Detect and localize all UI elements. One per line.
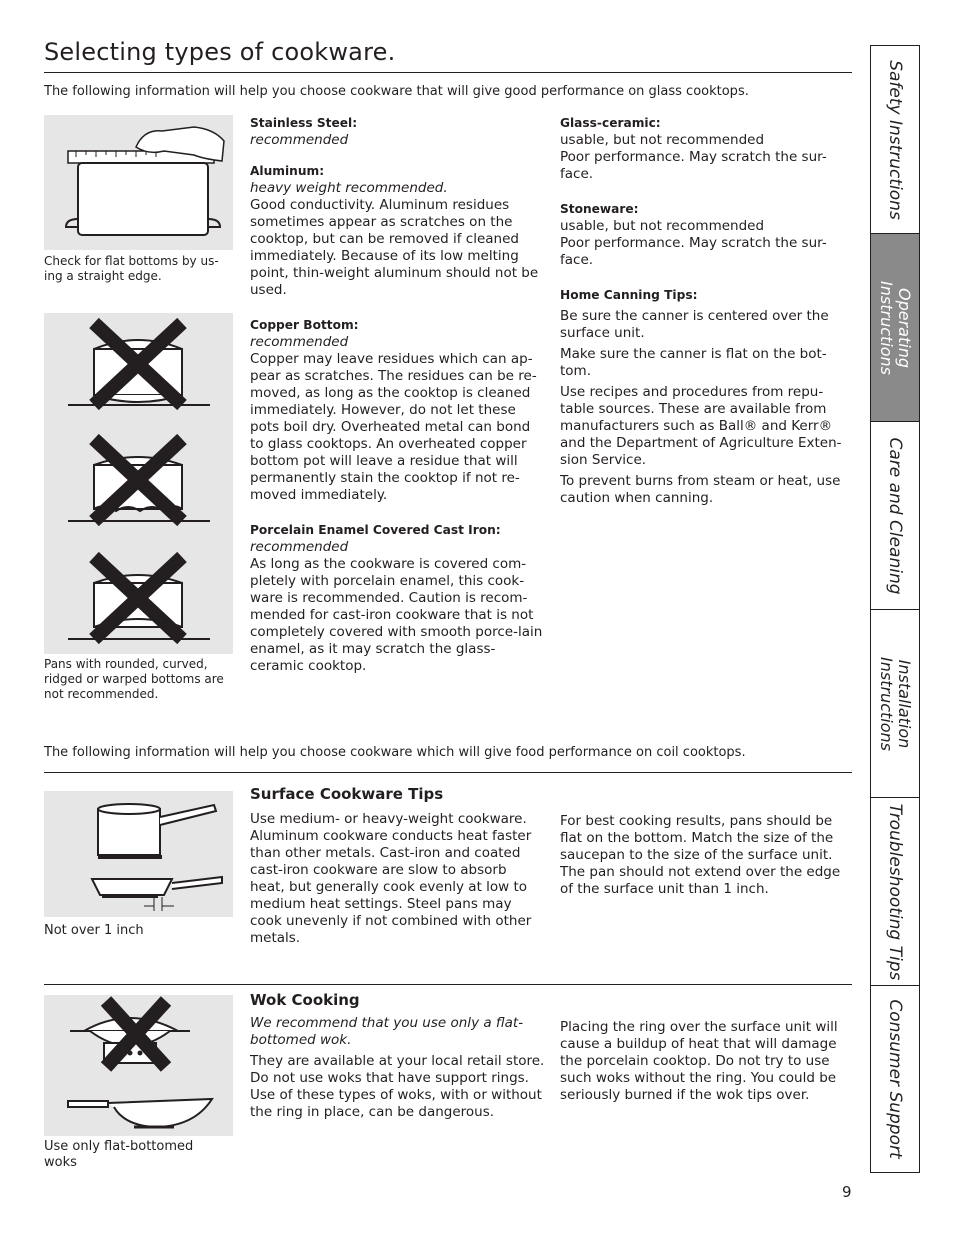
glass-ceramic-rec: usable, but not recommended — [560, 132, 765, 148]
tab-label: Care and Cleaning — [885, 436, 905, 595]
page-number: 9 — [842, 1183, 852, 1201]
canning-tip: Be sure the canner is centered over the surface unit. — [560, 308, 829, 341]
tab-label: Operating Instructions — [877, 280, 914, 375]
straight-edge-illustration — [44, 115, 233, 250]
tab-troubleshooting-tips[interactable] — [871, 798, 919, 986]
not-recommended-pans-illustration — [44, 313, 233, 654]
aluminum-heading: Aluminum: — [250, 164, 325, 178]
tab-care-and-cleaning[interactable] — [871, 422, 919, 610]
surface-tips-right — [560, 813, 847, 902]
canning-tip: To prevent burns from steam or heat, use caution when canning. — [560, 473, 841, 506]
tab-label: Safety Instructions — [885, 59, 905, 220]
canning-tip: Use recipes and procedures from repu-table sources. These are available from manufacturers such as Ball® and Kerr® and the Department of Agriculture Exten-sion Service. — [560, 384, 842, 468]
title-rule — [44, 72, 852, 73]
stoneware-rec: usable, but not recommended — [560, 218, 765, 234]
wok-right — [560, 1019, 847, 1108]
caption-rounded-pans: Pans with rounded, curved, ridged or warped bottoms are not recommended. — [44, 657, 224, 701]
tab-label: Installation Instructions — [877, 656, 914, 751]
surface-tips-heading: Surface Cookware Tips — [250, 785, 444, 803]
tab-consumer-support[interactable] — [871, 986, 919, 1172]
caption-straight-edge: Check for flat bottoms by us- ing a straight edge. — [44, 254, 219, 283]
caption-flat-woks: Use only flat-bottomed woks — [44, 1139, 194, 1170]
stainless-rec: recommended — [250, 132, 349, 148]
surface-tips-left-body: Use medium- or heavy-weight cookware. Aluminum cookware conducts heat faster than other metals. Cast-iron and coated cast-iron cookware are slow to absorb heat, but generally cook evenly at low to medium heat settings. Steel pans may cook unevenly if not combined with other metals. — [250, 811, 532, 946]
canning-heading: Home Canning Tips: — [560, 288, 698, 302]
column-materials-2 — [560, 115, 845, 511]
wok-left — [250, 992, 546, 1125]
tab-operating-instructions[interactable] — [871, 234, 919, 422]
tab-label: Consumer Support — [885, 999, 905, 1159]
tab-label: Troubleshooting Tips — [885, 803, 905, 980]
wok-right-body: Placing the ring over the surface unit will cause a buildup of heat that will damage the porcelain cooktop. Do not try to use such woks without the ring. You could be seriously burned if the wok tips over. — [560, 1019, 838, 1103]
porcelain-rec: recommended — [250, 539, 349, 555]
stoneware-heading: Stoneware: — [560, 202, 639, 216]
aluminum-rec: heavy weight recommended. — [250, 180, 448, 196]
stainless-heading: Stainless Steel: — [250, 116, 358, 130]
intro-glass: The following information will help you choose cookware that will give good performance on glass cooktops. — [44, 84, 749, 99]
copper-heading: Copper Bottom: — [250, 318, 359, 332]
porcelain-heading: Porcelain Enamel Covered Cast Iron: — [250, 523, 501, 537]
wok-intro: We recommend that you use only a flat-bottomed wok. — [250, 1015, 524, 1048]
porcelain-body: As long as the cookware is covered com-pletely with porcelain enamel, this cook-ware is recommended. Caution is recom-mended for cast-iron cookware that is not completely covered with smooth porce-lain enamel, as it may scratch the glass-ceramic cooktop. — [250, 556, 543, 674]
surface-pan-illustration — [44, 791, 233, 917]
canning-tip: Make sure the canner is flat on the bot-tom. — [560, 346, 827, 379]
wok-rule — [44, 984, 852, 985]
glass-ceramic-heading: Glass-ceramic: — [560, 116, 661, 130]
tab-safety-instructions[interactable] — [871, 46, 919, 234]
page-title: Selecting types of cookware. — [44, 38, 396, 66]
surface-tips-left — [250, 786, 545, 951]
column-materials-1 — [250, 115, 545, 679]
intro-coil: The following information will help you choose cookware which will give food performance on coil cooktops. — [44, 745, 746, 760]
wok-heading: Wok Cooking — [250, 991, 360, 1009]
wok-illustration — [44, 995, 233, 1136]
stoneware-body: Poor performance. May scratch the sur-face. — [560, 235, 827, 268]
surface-tips-right-body: For best cooking results, pans should be flat on the bottom. Match the size of the saucepan to the size of the surface unit. The pan should not extend over the edge of the surface unit than 1 inch. — [560, 813, 841, 897]
wok-left-body: They are available at your local retail store. Do not use woks that have support rings. Use of these types of woks, with or without the ring in place, can be dangerous. — [250, 1053, 545, 1120]
copper-rec: recommended — [250, 334, 349, 350]
aluminum-body: Good conductivity. Aluminum residues sometimes appear as scratches on the cooktop, but can be removed if cleaned immediately. Because of its low melting point, thin-weight aluminum should not be used. — [250, 197, 539, 298]
section-sidebar — [870, 45, 920, 1173]
tab-installation-instructions[interactable] — [871, 610, 919, 798]
caption-not-over: Not over 1 inch — [44, 923, 144, 938]
glass-ceramic-body: Poor performance. May scratch the sur-face. — [560, 149, 827, 182]
copper-body: Copper may leave residues which can ap-pear as scratches. The residues can be re-moved, as long as the cooktop is cleaned immediately. However, do not let these pots boil dry. Overheated metal can bond to glass cooktops. An overheated copper bottom pot will leave a residue that will permanently stain the cooktop if not re-moved immediately. — [250, 351, 537, 503]
coil-rule — [44, 772, 852, 773]
